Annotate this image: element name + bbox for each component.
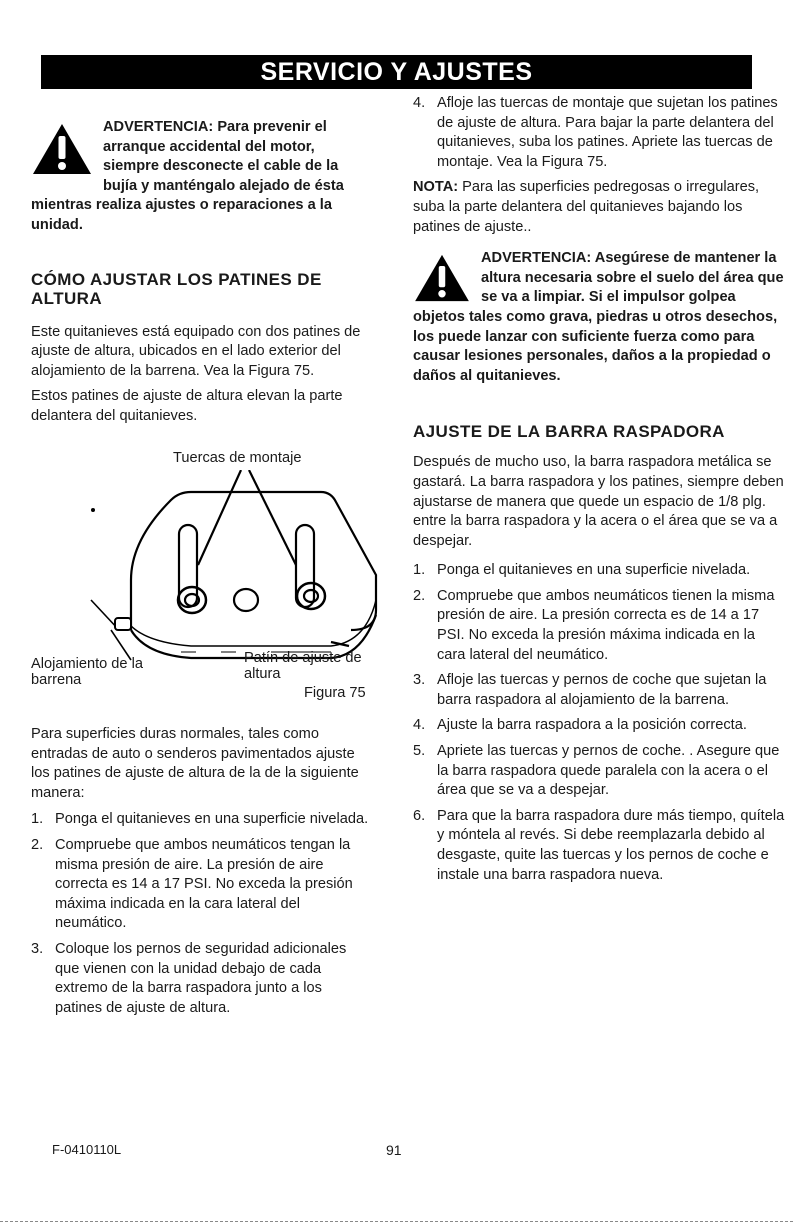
list-item: 5. Apriete las tuercas y pernos de coche. . Asegure que la barra raspadora quede paralela con la acera o el área que se va a despejar. (413, 743, 780, 799)
list-item: 4. Ajuste la barra raspadora a la posición correcta. (413, 717, 747, 734)
list-item: 3. Coloque los pernos de seguridad adicionales que vienen con la unidad debajo de cada extremo de la barra raspadora junto a los patines de ajuste de altura. (31, 940, 347, 1016)
list-item: 3. Afloje las tuercas y pernos de coche que sujetan la barra raspadora al alojamiento de la barrena. (413, 672, 767, 708)
paragraph: Después de mucho uso, la barra raspadora metálica se gastará. La barra raspadora y los patines, siempre deben ajustarse de manera que quede un espacio de 1/8 plg. entre la barra raspadora y la acera o el área que se va a despejar. (413, 454, 784, 549)
steps-list (413, 94, 785, 172)
figure-label-top: Tuercas de montaje (173, 450, 302, 466)
warning-box (31, 118, 371, 236)
note (413, 178, 785, 237)
list-item: 2. Compruebe que ambos neumáticos tienen la misma presión de aire. La presión correcta es de 14 a 17 PSI. No exceda la presión máxima indicada en la cara lateral del neumático. (413, 587, 775, 663)
figure-label-left: Alojamiento de la barrena (31, 656, 143, 688)
section-banner: SERVICIO Y AJUSTES (41, 55, 752, 89)
list-item: 1. Ponga el quitanieves en una superficie nivelada. (413, 562, 751, 579)
page-number: 91 (386, 1142, 402, 1158)
note-text: Para las superficies pedregosas o irregulares, suba la parte delantera del quitanieves bajando los patines de ajuste.. (413, 179, 760, 235)
section-title: CÓMO AJUSTAR LOS PATINES DE ALTURA (31, 269, 322, 308)
list-item: 6. Para que la barra raspadora dure más tiempo, quítela y móntela al revés. Si debe reemplazarla debido al desgaste, quite las tuercas y los pernos de coche e instale una barra raspadora nueva. (413, 807, 785, 883)
figure-75 (31, 445, 381, 705)
list-item: 4. Afloje las tuercas de montaje que sujetan los patines de ajuste de altura. Para bajar la parte delantera del quitanieves, suba los patines. Apriete las tuercas de montaje. Vea la Figura 75. (413, 95, 778, 170)
section-title: AJUSTE DE LA BARRA RASPADORA (413, 422, 725, 442)
skid-shoe-diagram (31, 470, 381, 670)
document-code: F-0410110L (52, 1142, 122, 1157)
left-column-lower (31, 725, 371, 1018)
list-item: 2. Compruebe que ambos neumáticos tengan la misma presión de aire. La presión de aire correcta es 14 a 17 PSI. No exceda la presión máxima indicada en la cara lateral del neumático. (31, 836, 353, 932)
steps-list (413, 561, 785, 885)
steps-list (31, 810, 371, 1018)
warning-text: ADVERTENCIA: Para prevenir el arranque accidental del motor, siempre desconecte el cable de la bujía y manténgalo alejado de ésta mientras realiza ajustes o reparaciones a la unidad. (31, 119, 344, 233)
warning-box (413, 249, 785, 386)
paragraph: Este quitanieves está equipado con dos patines de ajuste de altura, ubicados en el lado exterior del alojamiento de la barrena. Vea la Figura 75. (31, 323, 361, 379)
right-column (413, 94, 785, 885)
left-column (31, 118, 371, 427)
figure-caption: Figura 75 (304, 685, 366, 701)
paragraph: Estos patines de ajuste de altura elevan la parte delantera del quitanieves. (31, 388, 343, 424)
note-label: NOTA: (413, 179, 459, 196)
list-item: 1. Ponga el quitanieves en una superficie nivelada. (31, 811, 369, 828)
page-edge (0, 1221, 793, 1222)
warning-triangle-icon (31, 122, 93, 176)
warning-text: ADVERTENCIA: Asegúrese de mantener la altura necesaria sobre el suelo del área que se va a limpiar. Si el impulsor golpea objetos tales como grava, piedras u otros desechos, los puede lanzar con suficiente fuerza como para causar lesiones personales, daños a la propiedad o daños al quitanieves. (413, 250, 784, 384)
warning-triangle-icon (413, 253, 471, 303)
figure-label-right: Patín de ajuste de altura (244, 650, 362, 682)
paragraph: Para superficies duras normales, tales como entradas de auto o senderos pavimentados ajuste los patines de ajuste de altura de la de la siguiente manera: (31, 726, 359, 801)
